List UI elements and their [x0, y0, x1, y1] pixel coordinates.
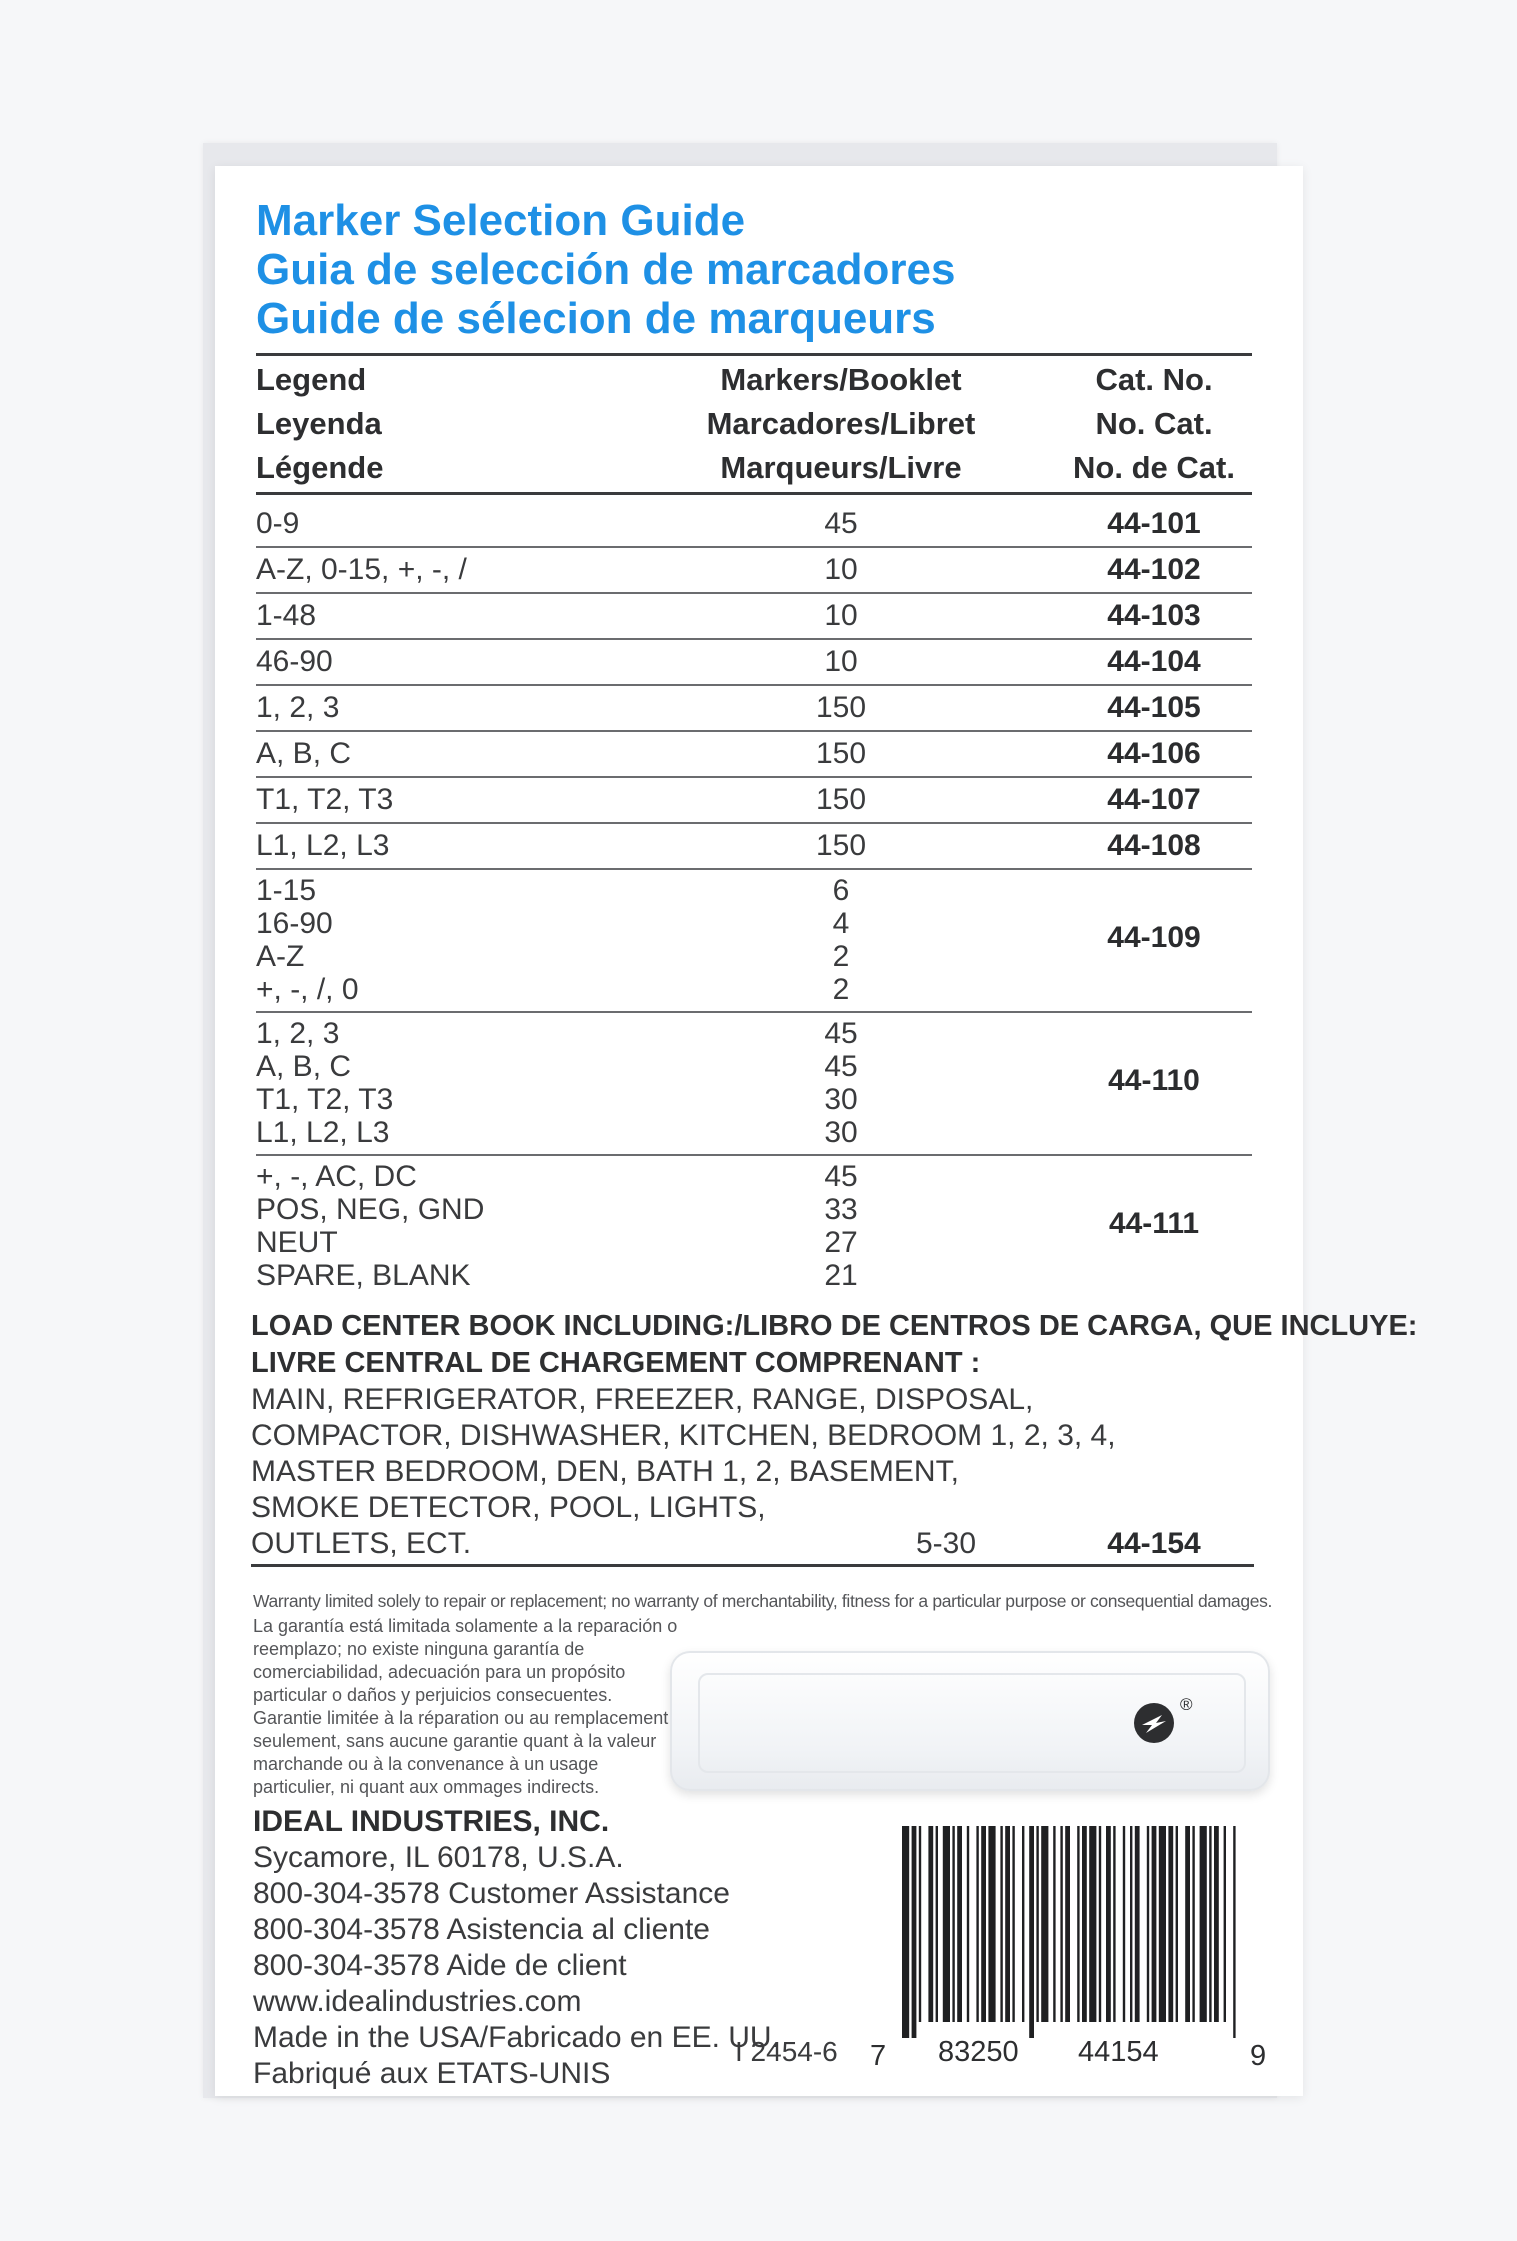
upc-barcode — [870, 1826, 1267, 2072]
table-row: +, -, AC, DC POS, NEG, GND NEUT SPARE, BLANK 45 33 27 21 44-111 — [256, 1160, 1200, 1292]
table-row: 46-90 10 44-104 — [256, 640, 1252, 686]
barcode-bar — [1159, 1826, 1166, 2022]
company-name: IDEAL INDUSTRIES, INC. — [253, 1805, 610, 1838]
barcode-bar — [1130, 1826, 1132, 2022]
table-row: 1-48 10 44-103 — [256, 594, 1252, 640]
barcode-bar — [1176, 1826, 1178, 2022]
footer-rule — [251, 1564, 1254, 1567]
barcode-bar — [1106, 1826, 1111, 2022]
barcode-bar — [912, 1826, 917, 2038]
barcode-bars — [900, 1826, 1240, 2038]
barcode-group-1: 83250 — [938, 2036, 1019, 2068]
barcode-bar — [1036, 1826, 1038, 2022]
barcode-bar — [1060, 1826, 1062, 2022]
table-header — [256, 358, 1252, 490]
ideal-logo-icon — [1132, 1701, 1176, 1745]
title-english: Marker Selection Guide — [256, 196, 746, 245]
barcode-bar — [1005, 1826, 1010, 2022]
barcode-bar — [988, 1826, 995, 2022]
barcode-bar — [1192, 1826, 1194, 2022]
barcode-bar — [1200, 1826, 1207, 2022]
barcode-bar — [936, 1826, 938, 2022]
title-french: Guide de sélecion de marqueurs — [256, 294, 936, 343]
barcode-bar — [1185, 1826, 1190, 2022]
barcode-bar — [1113, 1826, 1115, 2022]
barcode-bar — [1099, 1826, 1101, 2022]
barcode-bar — [952, 1826, 954, 2022]
barcode-bar — [1147, 1826, 1149, 2022]
load-center-cat-no: 44-154 — [1107, 1527, 1201, 1560]
barcode-bar — [1214, 1826, 1219, 2022]
barcode-bar — [1089, 1826, 1096, 2022]
warranty-translations: La garantía está limitada solamente a la reparación o reemplazo; no existe ninguna garantía de comerciabilidad, adecuación para un propósito particular o daños y perjuicios consecuentes. Garantie limitée à la réparation ou au remplacement seulement, sans aucune garantie quant à la valeur marchande ou à la convenance à un usage particulier, ni quant aux ommages indirects. — [253, 1616, 678, 1797]
load-center-item-line: MASTER BEDROOM, DEN, BATH 1, 2, BASEMENT, — [251, 1455, 959, 1488]
load-center-last-line — [251, 1526, 1256, 1562]
header-legend: Legend Leyenda Légende — [256, 362, 384, 485]
table-row: L1, L2, L3 150 44-108 — [256, 824, 1252, 870]
table-row: A-Z, 0-15, +, -, / 10 44-102 — [256, 548, 1252, 594]
load-center-heading-1: LOAD CENTER BOOK INCLUDING:/LIBRO DE CENTROS DE CARGA, QUE INCLUYE: — [251, 1310, 1418, 1342]
barcode-bar — [1000, 1826, 1002, 2022]
barcode-bar — [1065, 1826, 1070, 2022]
warranty-english: Warranty limited solely to repair or replacement; no warranty of merchantability, fitness for a particular purpose or consequential damages. — [253, 1591, 1272, 1611]
title-spanish: Guia de selección de marcadores — [256, 245, 956, 294]
barcode-bar — [902, 1826, 909, 2038]
company-address: Sycamore, IL 60178, U.S.A. — [253, 1841, 624, 1874]
company-phone-en: 800-304-3578 Customer Assistance — [253, 1877, 730, 1910]
barcode-bar — [1135, 1826, 1140, 2022]
part-code: I 2454-6 — [735, 2036, 838, 2067]
barcode-digit-left: 7 — [870, 2040, 887, 2072]
header-cat-no: Cat. No. No. Cat. No. de Cat. — [1073, 362, 1235, 485]
table-row: 0-9 45 44-101 — [256, 502, 1252, 548]
barcode-bar — [976, 1826, 978, 2022]
made-in-usa-fr: Fabriqué aux ETATS-UNIS — [253, 2057, 611, 2090]
barcode-bar — [1168, 1826, 1173, 2022]
barcode-bar — [928, 1826, 933, 2022]
company-info — [253, 1804, 780, 2092]
barcode-bar — [1053, 1826, 1055, 2022]
registered-mark: ® — [1180, 1695, 1193, 1714]
barcode-digit-right: 9 — [1250, 2040, 1267, 2072]
company-website: www.idealindustries.com — [253, 1985, 582, 2018]
table-row: A, B, C 150 44-106 — [256, 732, 1252, 778]
load-center-item-line: MAIN, REFRIGERATOR, FREEZER, RANGE, DISPOSAL, — [251, 1383, 1034, 1416]
barcode-group-2: 44154 — [1078, 2036, 1159, 2068]
barcode-bar — [1233, 1826, 1235, 2038]
barcode-bar — [1077, 1826, 1079, 2022]
load-center-heading-2: LIVRE CENTRAL DE CHARGEMENT COMPRENANT : — [251, 1347, 981, 1379]
header-markers: Markers/Booklet Marcadores/Libret Marqueurs/Livre — [706, 362, 976, 485]
barcode-bar — [1082, 1826, 1087, 2022]
company-phone-es: 800-304-3578 Asistencia al cliente — [253, 1913, 710, 1946]
barcode-bar — [943, 1826, 950, 2022]
barcode-bar — [1012, 1826, 1014, 2022]
table-row: 1, 2, 3 A, B, C T1, T2, T3 L1, L2, L3 45 45 30 30 44-110 — [256, 1013, 1252, 1156]
table-row: 1, 2, 3 150 44-105 — [256, 686, 1252, 732]
made-in-usa: Made in the USA/Fabricado en EE. UU. — [253, 2021, 780, 2054]
barcode-bar — [981, 1826, 986, 2022]
barcode-bar — [1022, 1826, 1024, 2022]
load-center-item-line: SMOKE DETECTOR, POOL, LIGHTS, — [251, 1491, 766, 1524]
company-phone-fr: 800-304-3578 Aide de client — [253, 1949, 627, 1982]
barcode-bar — [1041, 1826, 1048, 2022]
barcode-bar — [1152, 1826, 1157, 2022]
load-center-section — [251, 1308, 1418, 1562]
barcode-bar — [1123, 1826, 1125, 2022]
load-center-item-line: COMPACTOR, DISHWASHER, KITCHEN, BEDROOM 1, 2, 3, 4, — [251, 1419, 1116, 1452]
table-row: T1, T2, T3 150 44-107 — [256, 778, 1252, 824]
header-bottom-rule — [256, 492, 1252, 495]
barcode-bar — [1209, 1826, 1211, 2022]
barcode-bar — [919, 1826, 921, 2022]
guide-titles — [256, 196, 1256, 343]
load-center-last-item: OUTLETS, ECT. — [251, 1527, 472, 1560]
table-top-rule — [256, 353, 1252, 356]
barcode-bar — [967, 1826, 969, 2022]
barcode-bar — [1224, 1826, 1226, 2022]
table-row: 1-15 16-90 A-Z +, -, /, 0 6 4 2 2 44-109 — [256, 870, 1252, 1013]
barcode-bar — [1029, 1826, 1034, 2038]
marker-table — [256, 502, 1252, 1297]
barcode-bar — [957, 1826, 962, 2022]
security-tag — [670, 1651, 1270, 1791]
load-center-quantity: 5-30 — [915, 1527, 977, 1560]
